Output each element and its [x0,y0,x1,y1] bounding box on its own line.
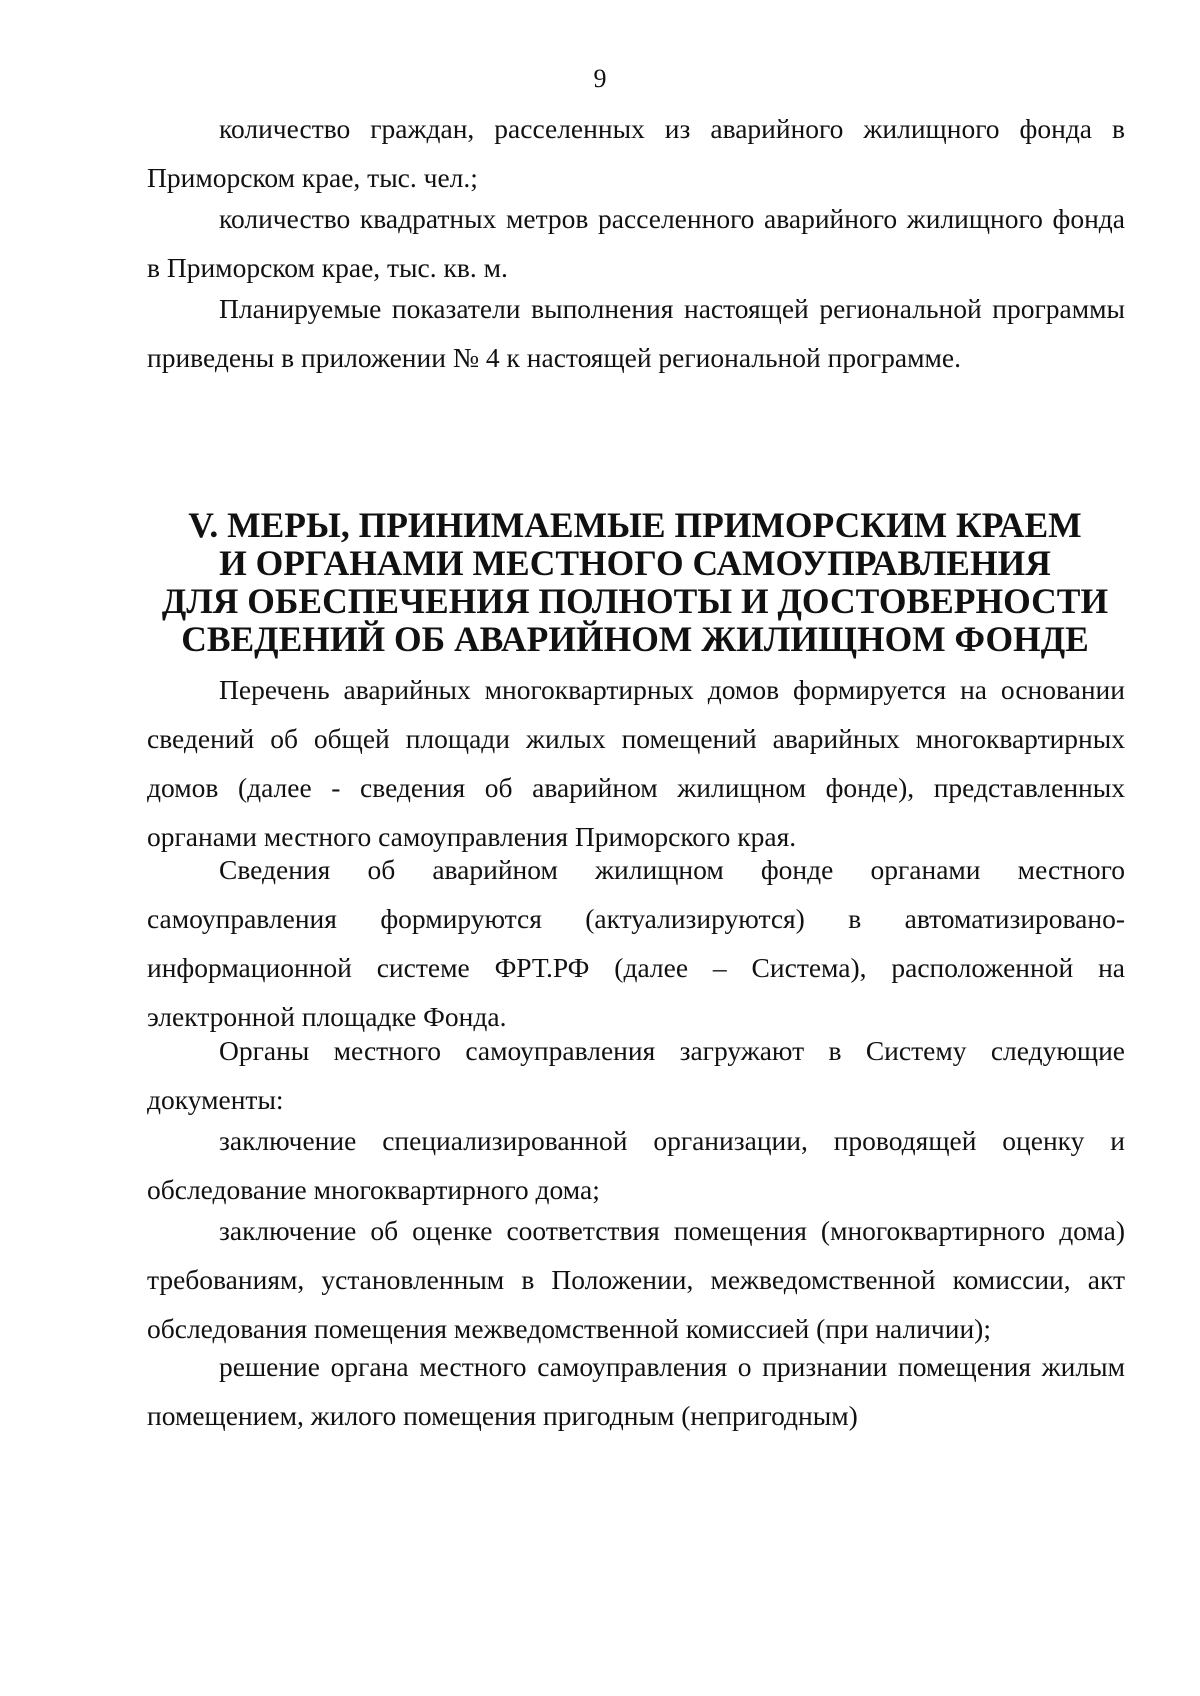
section-heading-line: V. МЕРЫ, ПРИНИМАЕМЫЕ ПРИМОРСКИМ КРАЕМ [188,505,1082,545]
paragraph-citizens-resettled: количество граждан, расселенных из аварийного жилищного фонда в Приморском крае, тыс. чел.; [147,113,1125,193]
section-heading [120,506,1150,658]
section-heading-line: СВЕДЕНИЙ ОБ АВАРИЙНОМ ЖИЛИЩНОМ ФОНДЕ [181,619,1089,659]
paragraph-planned-indicators: Планируемые показатели выполнения настоящей региональной программы приведены в приложении № 4 к настоящей региональной программе. [147,293,1125,373]
list-item-specialized-conclusion: заключение специализированной организации, проводящей оценку и обследование многоквартирного дома; [147,1125,1125,1205]
list-item-compliance-conclusion: заключение об оценке соответствия помещения (многоквартирного дома) требованиям, установленным в Положении, межведомственной комиссии, акт обследования помещения межведомственной комиссией (при наличии); [147,1215,1125,1344]
paragraph-square-meters: количество квадратных метров расселенного аварийного жилищного фонда в Приморском крае, тыс. кв. м. [147,203,1125,283]
paragraph-emergency-list: Перечень аварийных многоквартирных домов формируется на основании сведений об общей площади жилых помещений аварийных многоквартирных домов (далее - сведения об аварийном жилищном фонде), представленных органами местного самоуправления Приморского края. [147,674,1125,852]
list-item-local-authority-decision: решение органа местного самоуправления о признании помещения жилым помещением, жилого помещения пригодным (непригодным) [147,1351,1125,1431]
paragraph-emergency-data: Сведения об аварийном жилищном фонде органами местного самоуправления формируются (актуализируются) в автоматизировано-информационной системе ФРТ.РФ (далее – Система), расположенной на электронной площадке Фонда. [147,854,1125,1032]
paragraph-documents-upload: Органы местного самоуправления загружают в Систему следующие документы: [147,1035,1125,1115]
section-heading-line: И ОРГАНАМИ МЕСТНОГО САМОУПРАВЛЕНИЯ [219,543,1051,583]
section-heading-line: ДЛЯ ОБЕСПЕЧЕНИЯ ПОЛНОТЫ И ДОСТОВЕРНОСТИ [161,581,1109,621]
page-number: 9 [593,64,607,93]
